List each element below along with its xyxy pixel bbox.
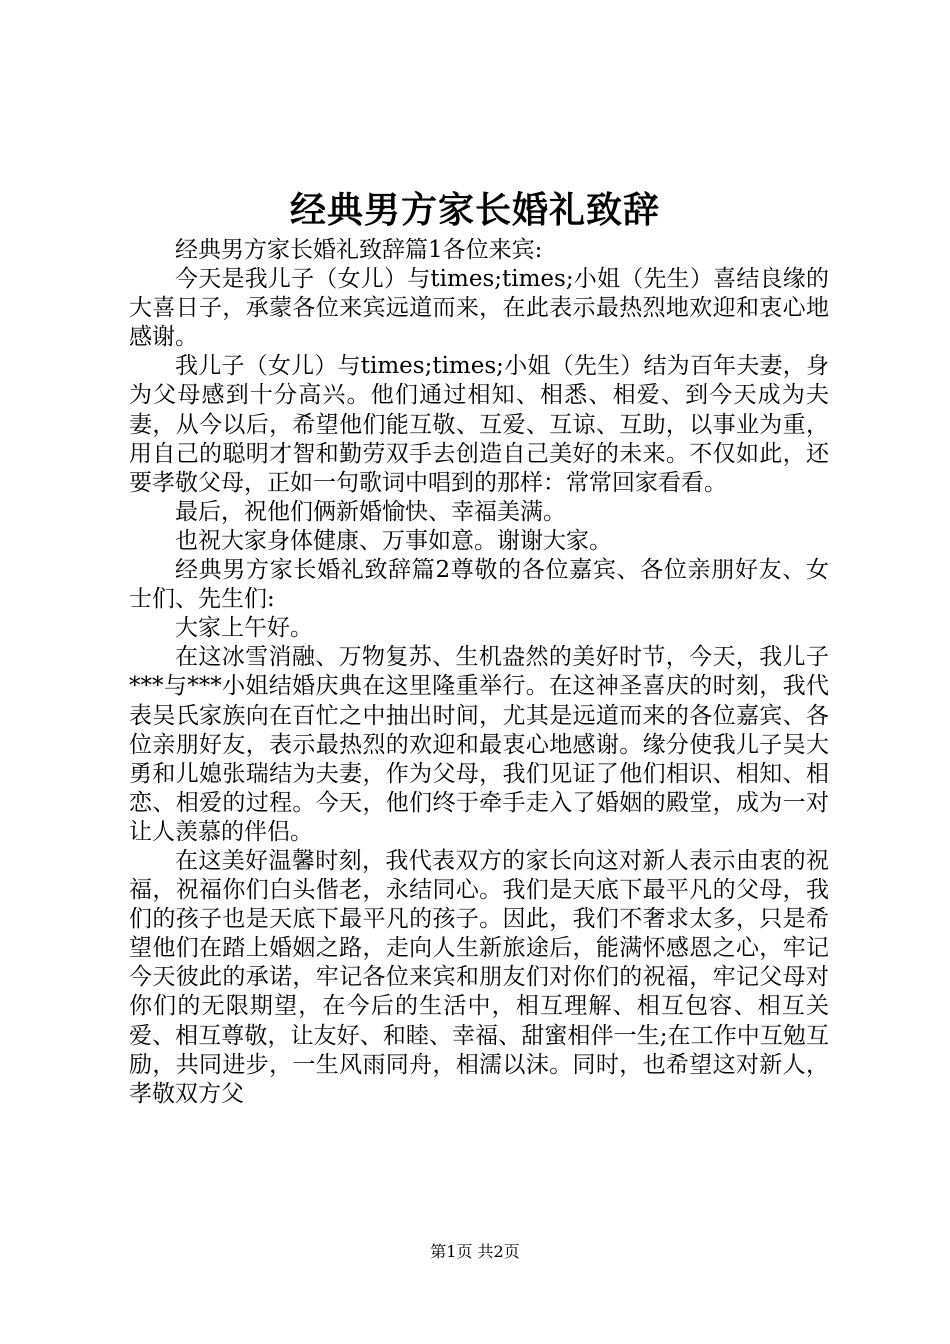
paragraph: 今天是我儿子（女儿）与times;times;小姐（先生）喜结良缘的大喜日子，承蒙各位来宾远道而来，在此表示最热烈地欢迎和衷心地感谢。 <box>129 266 829 351</box>
page-footer: 第1页 共2页 <box>430 1242 520 1261</box>
document-body <box>129 236 829 1109</box>
paragraph: 在这冰雪消融、万物复苏、生机盎然的美好时节，今天，我儿子***与***小姐结婚庆典在这里隆重举行。在这神圣喜庆的时刻，我代表吴氏家族向在百忙之中抽出时间，尤其是远道而来的各位嘉宾、各位亲朋好友，表示最热烈的欢迎和最衷心地感谢。缘分使我儿子吴大勇和儿媳张瑞结为夫妻，作为父母，我们见证了他们相识、相知、相恋、相爱的过程。今天，他们终于牵手走入了婚姻的殿堂，成为一对让人羡慕的伴侣。 <box>129 644 829 845</box>
paragraph: 我儿子（女儿）与times;times;小姐（先生）结为百年夫妻，身为父母感到十分高兴。他们通过相知、相悉、相爱、到今天成为夫妻，从今以后，希望他们能互敬、互爱、互谅、互助，以事业为重，用自己的聪明才智和勤劳双手去创造自己美好的未来。不仅如此，还要孝敬父母，正如一句歌词中唱到的那样：常常回家看看。 <box>129 353 829 496</box>
paragraph: 经典男方家长婚礼致辞篇1各位来宾: <box>175 237 543 263</box>
paragraph: 在这美好温馨时刻，我代表双方的家长向这对新人表示由衷的祝福，祝福你们白头偕老，永结同心。我们是天底下最平凡的父母，我们的孩子也是天底下最平凡的孩子。因此，我们不奢求太多，只是希望他们在踏上婚姻之路，走向人生新旅途后，能满怀感恩之心，牢记今天彼此的承诺，牢记各位来宾和朋友们对你们的祝福，牢记父母对你们的无限期望，在今后的生活中，相互理解、相互包容、相互关爱、相互尊敬，让友好、和睦、幸福、甜蜜相伴一生;在工作中互勉互励，共同进步，一生风雨同舟，相濡以沫。同时，也希望这对新人，孝敬双方父 <box>129 847 829 1107</box>
document-title: 经典男方家长婚礼致辞 <box>289 189 660 231</box>
paragraph: 也祝大家身体健康、万事如意。谢谢大家。 <box>175 527 612 554</box>
paragraph: 最后，祝他们俩新婚愉快、幸福美满。 <box>175 498 566 525</box>
paragraph: 大家上午好。 <box>175 615 313 642</box>
paragraph: 经典男方家长婚礼致辞篇2尊敬的各位嘉宾、各位亲朋好友、女士们、先生们: <box>129 557 829 613</box>
